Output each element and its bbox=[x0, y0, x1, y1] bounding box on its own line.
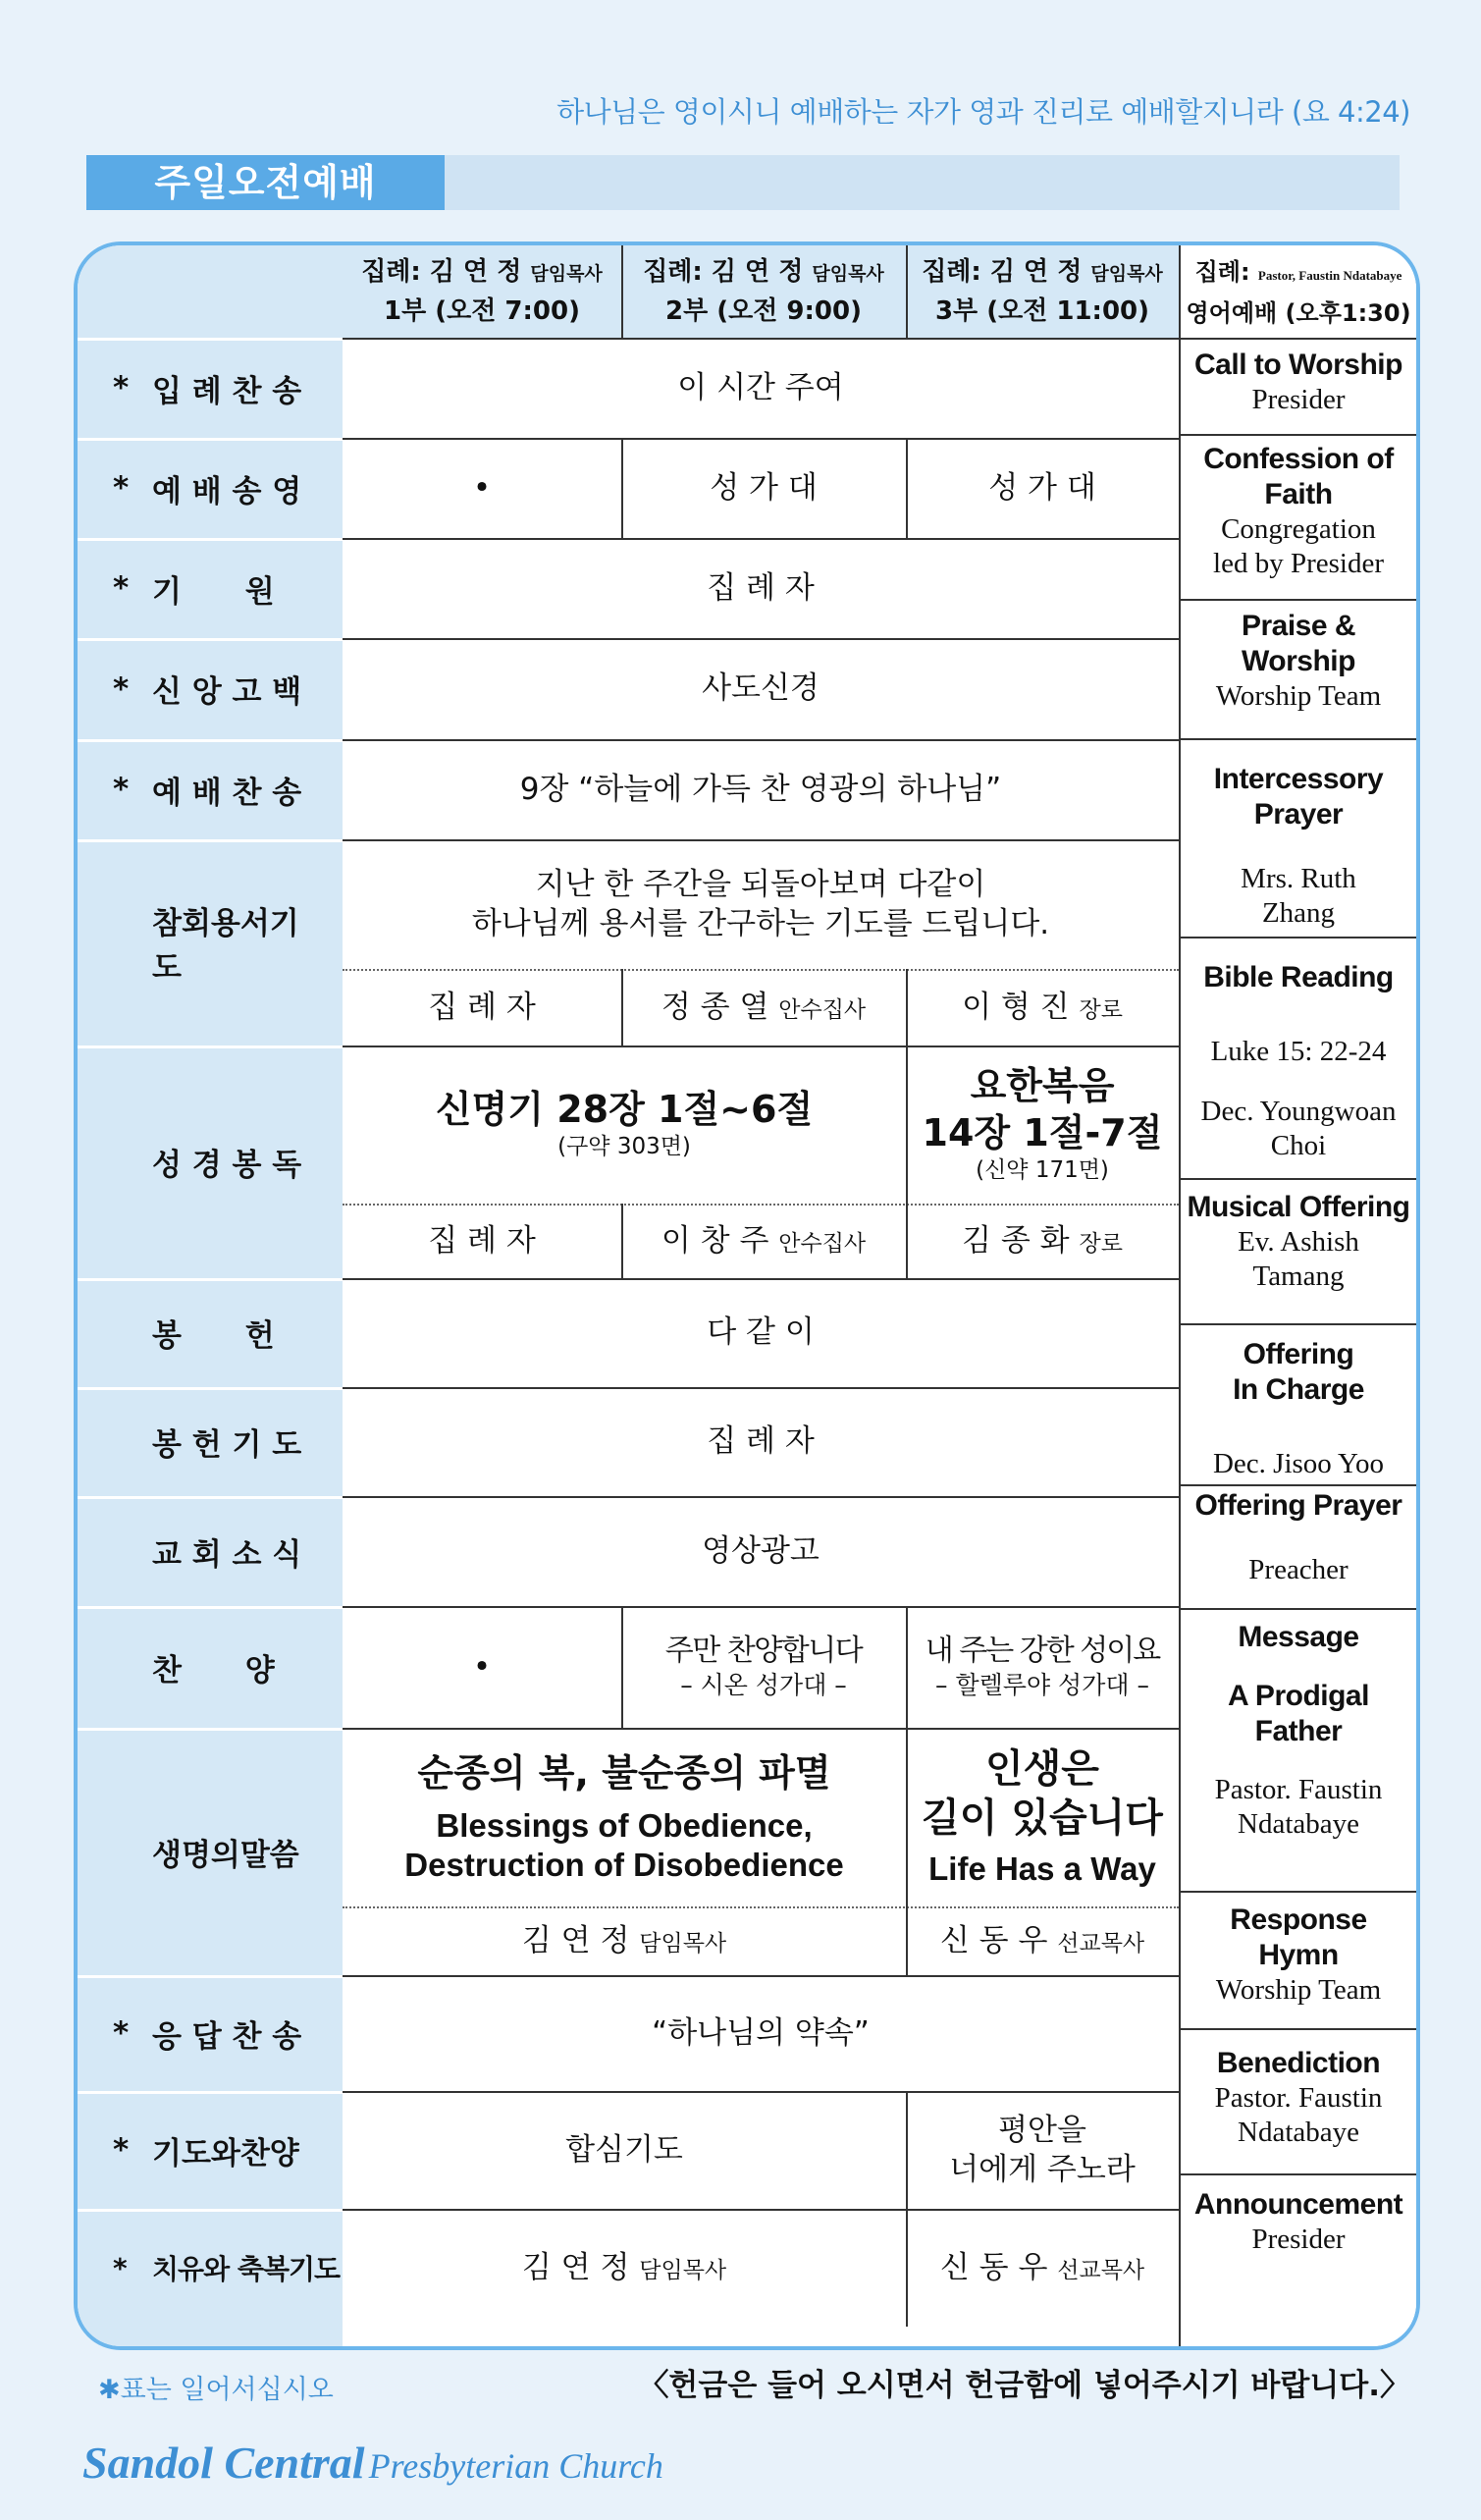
label-response-hymn: * 응 답 찬 송 bbox=[113, 2015, 302, 2055]
english-item-bible-reading: Bible Reading Luke 15: 22-24 Dec. Youngwoan Choi bbox=[1200, 961, 1397, 1161]
english-item-offering-prayer: Offering Prayer Preacher bbox=[1194, 1489, 1402, 1585]
doxology-service-3: 성 가 대 bbox=[988, 469, 1096, 506]
label-announcements: 교 회 소 식 bbox=[152, 1536, 302, 1573]
divider bbox=[621, 245, 623, 338]
sermon-title-left: 순종의 복, 불순종의 파멸 Blessings of Obedience, Destruction of Disobedience bbox=[404, 1750, 844, 1883]
anthem-service-1: • bbox=[472, 1648, 492, 1685]
section-title: 주일오전예배 bbox=[86, 155, 445, 210]
hymn-value: 9장 “하늘에 가득 찬 영광의 하나님” bbox=[519, 771, 1002, 807]
header-english-service: 집례: Pastor, Faustin Ndatabaye 영어예배 (오후1:30) bbox=[1186, 258, 1411, 327]
english-item-intercessory-prayer: Intercessory Prayer Mrs. Ruth Zhang bbox=[1213, 763, 1384, 929]
english-item-benediction: Benediction Pastor. Faustin Ndatabaye bbox=[1214, 2047, 1383, 2148]
anthem-service-3: 내 주는 강한 성이요 – 할렐루야 성가대 – bbox=[925, 1634, 1160, 1700]
english-separator bbox=[1181, 738, 1416, 740]
english-item-response-hymn: Response Hymn Worship Team bbox=[1215, 1903, 1382, 2006]
label-anthem: 찬 양 bbox=[152, 1652, 275, 1689]
order-of-worship-table bbox=[74, 241, 1420, 2350]
header-service-2: 집례: 김 연 정 담임목사 2부 (오전 9:00) bbox=[643, 257, 884, 326]
invocation-value: 집 례 자 bbox=[707, 569, 815, 606]
scripture-reference-nt: 요한복음 14장 1절-7절 (신약 171면) bbox=[922, 1064, 1163, 1184]
confession-leader-3: 이 형 진 장로 bbox=[962, 990, 1123, 1025]
doxology-service-1: • bbox=[472, 469, 492, 506]
label-offering: 봉 헌 bbox=[152, 1318, 275, 1354]
english-separator bbox=[1181, 434, 1416, 436]
label-offering-prayer: 봉 헌 기 도 bbox=[152, 1427, 302, 1463]
sermon-preacher-right: 신 동 우 선교목사 bbox=[939, 1923, 1145, 1958]
offering-note: 〈헌금은 들어 오시면서 헌금함에 넣어주시기 바랍니다.〉 bbox=[638, 2368, 1410, 2403]
sermon-preacher-left: 김 연 정 담임목사 bbox=[521, 1923, 727, 1958]
scripture-reader-1: 집 례 자 bbox=[428, 1222, 536, 1259]
label-sermon: 생명의말씀 bbox=[152, 1837, 299, 1873]
scripture-reference-ot: 신명기 28장 1절~6절 (구약 303면) bbox=[435, 1087, 814, 1160]
divider bbox=[906, 245, 908, 338]
prayer-praise-right: 평안을 너에게 주노라 bbox=[949, 2112, 1136, 2187]
label-creed: * 신 앙 고 백 bbox=[113, 670, 302, 710]
prayer-praise-left: 합심기도 bbox=[565, 2131, 683, 2168]
english-separator bbox=[1181, 338, 1416, 340]
label-prayer-praise: * 기도와찬양 bbox=[113, 2132, 299, 2171]
english-separator bbox=[1181, 1323, 1416, 1325]
response-hymn-value: “하나님의 약속” bbox=[652, 2014, 870, 2051]
english-separator bbox=[1181, 1608, 1416, 1610]
offering-prayer-value: 집 례 자 bbox=[707, 1423, 815, 1460]
label-healing-prayer: * 치유와 축복기도 bbox=[113, 2251, 341, 2285]
english-item-musical-offering: Musical Offering Ev. Ashish Tamang bbox=[1187, 1191, 1410, 1292]
opening-hymn-value: 이 시간 주여 bbox=[677, 369, 844, 405]
announcements-value: 영상광고 bbox=[702, 1532, 820, 1569]
english-separator bbox=[1181, 2028, 1416, 2030]
confession-leader-1: 집 례 자 bbox=[428, 989, 536, 1025]
standing-footnote: ✱표는 일어서십시오 bbox=[98, 2375, 334, 2405]
sermon-title-right: 인생은 길이 있습니다 Life Has a Way bbox=[922, 1745, 1163, 1887]
confession-text: 지난 한 주간을 되돌아보며 다같이 하나님께 용서를 간구하는 기도를 드립니다. bbox=[471, 866, 1050, 941]
english-item-offering-in-charge: Offering In Charge Dec. Jisoo Yoo bbox=[1212, 1338, 1385, 1479]
scripture-reader-2: 이 창 주 안수집사 bbox=[661, 1223, 867, 1259]
english-item-call-to-worship: Call to Worship Presider bbox=[1194, 349, 1402, 415]
label-hymn: * 예 배 찬 송 bbox=[113, 772, 302, 811]
label-opening-hymn: * 입 례 찬 송 bbox=[113, 370, 302, 409]
scripture-reader-3: 김 종 화 장로 bbox=[962, 1223, 1123, 1259]
english-item-confession-of-faith: Confession of Faith Congregation led by Presider bbox=[1203, 443, 1394, 579]
english-separator bbox=[1181, 1891, 1416, 1893]
english-item-praise-worship: Praise & Worship Worship Team bbox=[1215, 610, 1382, 712]
label-invocation: * 기 원 bbox=[113, 570, 275, 610]
english-separator bbox=[1181, 937, 1416, 938]
header-service-1: 집례: 김 연 정 담임목사 1부 (오전 7:00) bbox=[361, 257, 603, 326]
label-confession: 참회용서기도 bbox=[152, 906, 299, 986]
healing-prayer-left: 김 연 정 담임목사 bbox=[521, 2250, 727, 2285]
anthem-service-2: 주만 찬양합니다 – 시온 성가대 – bbox=[664, 1634, 863, 1700]
healing-prayer-right: 신 동 우 선교목사 bbox=[939, 2250, 1145, 2285]
doxology-service-2: 성 가 대 bbox=[710, 469, 818, 506]
scripture-verse: 하나님은 영이시니 예배하는 자가 영과 진리로 예배할지니라 (요 4:24) bbox=[556, 95, 1410, 129]
english-separator bbox=[1181, 1178, 1416, 1180]
creed-value: 사도신경 bbox=[702, 670, 820, 707]
header-service-3: 집례: 김 연 정 담임목사 3부 (오전 11:00) bbox=[922, 257, 1163, 326]
english-separator bbox=[1181, 2173, 1416, 2175]
english-separator bbox=[1181, 1484, 1416, 1486]
church-name: Sandol Central Presbyterian Church bbox=[82, 2438, 663, 2488]
english-separator bbox=[1181, 599, 1416, 601]
label-scripture: 성 경 봉 독 bbox=[152, 1148, 302, 1183]
offering-value: 다 같 이 bbox=[707, 1314, 815, 1351]
english-item-message: Message A Prodigal Father Pastor. Faustin Ndatabaye bbox=[1214, 1621, 1383, 1840]
english-item-announcement: Announcement Presider bbox=[1193, 2188, 1403, 2255]
label-doxology: * 예 배 송 영 bbox=[113, 470, 302, 509]
confession-leader-2: 정 종 열 안수집사 bbox=[661, 990, 867, 1025]
